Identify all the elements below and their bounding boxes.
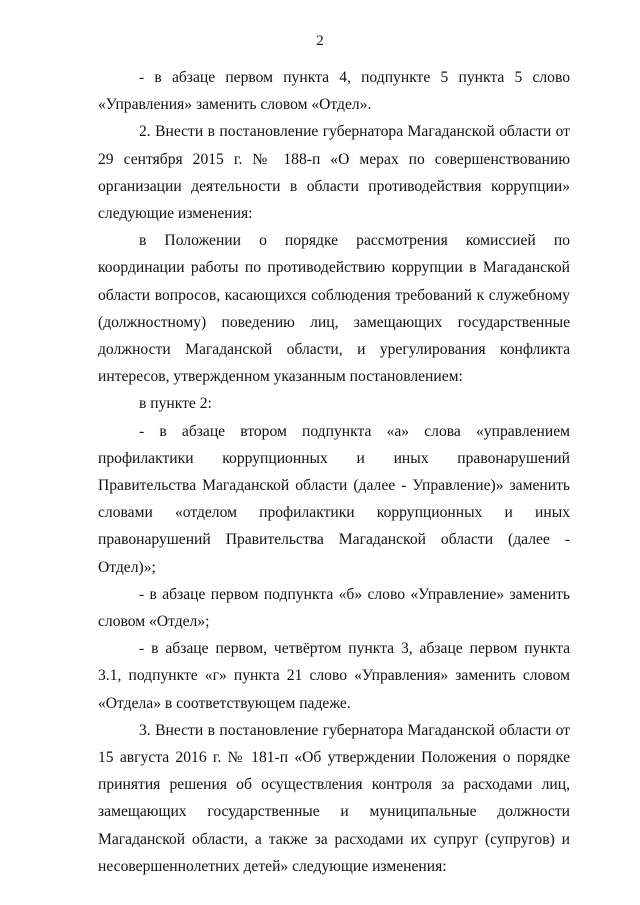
paragraph-7: - в абзаце первом, четвёртом пункта 3, абзаце первом пункта 3.1, подпункте «г» пункта 21 слово «Управления» заменить словом «Отдела» в соответствующем падеже. bbox=[98, 640, 570, 712]
paragraph-8: 3. Внести в постановление губернатора Магаданской области от 15 августа 2016 г. № 181-п «Об утверждении Положения о порядке принятия решения об осуществления контроля за расходами лиц, замещающих государственные и муниципальные должности Магаданской области, а также за расходами их супруг (супругов) и несовершеннолетних детей» следующие изменения: bbox=[98, 721, 570, 875]
paragraph-4: в пункте 2: bbox=[139, 395, 212, 413]
paragraph-2: 2. Внести в постановление губернатора Магаданской области от 29 сентября 2015 г. № 188-п «О мерах по совершенствованию организации деятельности в области противодействия коррупции» следующие изменения: bbox=[98, 123, 570, 223]
page-number: 2 bbox=[316, 33, 324, 49]
paragraph-6: - в абзаце первом подпункта «б» слово «Управление» заменить словом «Отдел»; bbox=[98, 585, 570, 631]
paragraph-3: в Положении о порядке рассмотрения комиссией по координации работы по противодействию коррупции в Магаданской области вопросов, касающихся соблюдения требований к служебному (должностному) поведению лиц, замещающих государственные должности Магаданской области, и урегулирования конфликта интересов, утвержденном указанным постановлением: bbox=[98, 232, 570, 386]
paragraph-5: - в абзаце втором подпункта «а» слова «управлением профилактики коррупционных и иных правонарушений Правительства Магаданской области (далее - Управление)» заменить словами «отделом профилактики коррупционных и иных правонарушений Правительства Магаданской области (далее - Отдел)»; bbox=[98, 422, 570, 576]
document-body bbox=[98, 64, 570, 880]
paragraph-1: - в абзаце первом пункта 4, подпункте 5 пункта 5 слово «Управления» заменить словом «Отдел». bbox=[98, 69, 570, 114]
